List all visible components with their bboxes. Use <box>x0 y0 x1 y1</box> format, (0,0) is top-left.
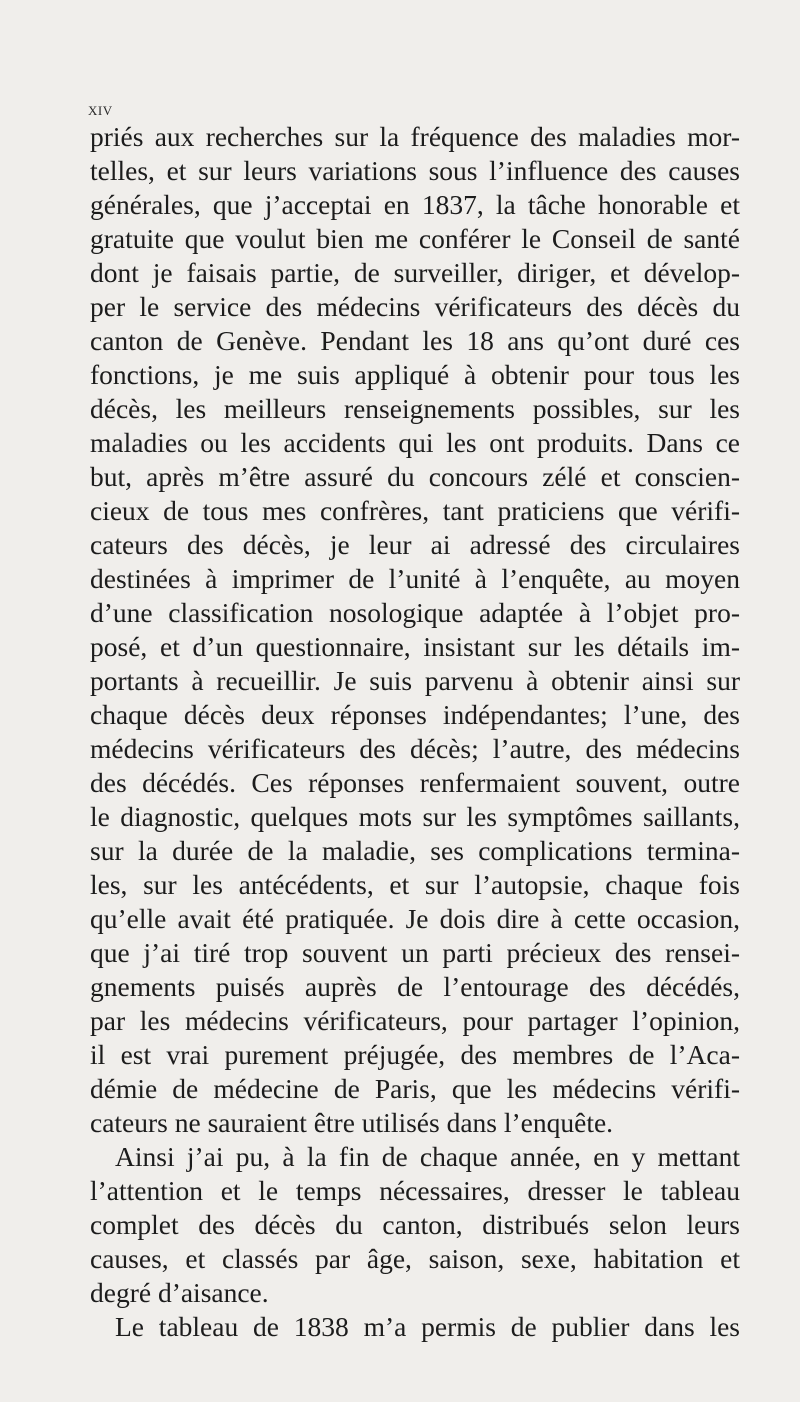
text-line: par les médecins vérificateurs, pour partager l’opinion, <box>90 1005 740 1036</box>
text-line: cieux de tous mes confrères, tant praticiens que vérifi- <box>90 495 740 526</box>
text-line: sur la durée de la maladie, ses complications termina- <box>90 835 740 866</box>
text-line: canton de Genève. Pendant les 18 ans qu’ont duré ces <box>90 325 740 356</box>
text-line: telles, et sur leurs variations sous l’influence des causes <box>90 155 740 186</box>
text-line: chaque décès deux réponses indépendantes; l’une, des <box>90 699 740 730</box>
text-line: il est vrai purement préjugée, des membres de l’Aca- <box>90 1039 740 1070</box>
text-line: décès, les meilleurs renseignements possibles, sur les <box>90 393 740 424</box>
text-line: qu’elle avait été pratiquée. Je dois dire à cette occasion, <box>90 903 740 934</box>
text-line: l’attention et le temps nécessaires, dresser le tableau <box>90 1175 740 1206</box>
text-line: but, après m’être assuré du concours zélé et conscien- <box>90 461 740 492</box>
text-line: des décédés. Ces réponses renfermaient souvent, outre <box>90 767 740 798</box>
text-line: causes, et classés par âge, saison, sexe, habitation et <box>90 1243 740 1274</box>
text-line: que j’ai tiré trop souvent un parti précieux des rensei- <box>90 937 740 968</box>
paragraph-start-line: Le tableau de 1838 m’a permis de publier dans les <box>115 1311 740 1342</box>
text-line: démie de médecine de Paris, que les médecins vérifi- <box>90 1073 740 1104</box>
text-line: maladies ou les accidents qui les ont produits. Dans ce <box>90 427 740 458</box>
text-line: per le service des médecins vérificateurs des décès du <box>90 291 740 322</box>
text-line: gratuite que voulut bien me conférer le Conseil de santé <box>90 223 740 254</box>
text-line: degré d’aisance. <box>90 1277 269 1308</box>
text-line: gnements puisés auprès de l’entourage des décédés, <box>90 971 740 1002</box>
text-line: les, sur les antécédents, et sur l’autopsie, chaque fois <box>90 869 740 900</box>
text-line: destinées à imprimer de l’unité à l’enquête, au moyen <box>90 563 740 594</box>
page-number: XIV <box>88 103 113 118</box>
text-line: complet des décès du canton, distribués selon leurs <box>90 1209 740 1240</box>
paragraph-start-line: Ainsi j’ai pu, à la fin de chaque année, en y mettant <box>115 1141 740 1172</box>
text-line: fonctions, je me suis appliqué à obtenir pour tous les <box>90 359 740 390</box>
text-line: générales, que j’acceptai en 1837, la tâche honorable et <box>90 189 740 220</box>
text-line: priés aux recherches sur la fréquence des maladies mor- <box>90 121 740 152</box>
text-line: cateurs ne sauraient être utilisés dans l’enquête. <box>90 1107 614 1138</box>
text-line: posé, et d’un questionnaire, insistant sur les détails im- <box>90 631 740 662</box>
body-text <box>90 120 740 1344</box>
text-line: cateurs des décès, je leur ai adressé des circulaires <box>90 529 740 560</box>
text-line: le diagnostic, quelques mots sur les symptômes saillants, <box>90 801 740 832</box>
text-line: d’une classification nosologique adaptée à l’objet pro- <box>90 597 740 628</box>
text-line: dont je faisais partie, de surveiller, diriger, et dévelop- <box>90 257 740 288</box>
text-line: portants à recueillir. Je suis parvenu à obtenir ainsi sur <box>90 665 740 696</box>
text-line: médecins vérificateurs des décès; l’autre, des médecins <box>90 733 740 764</box>
